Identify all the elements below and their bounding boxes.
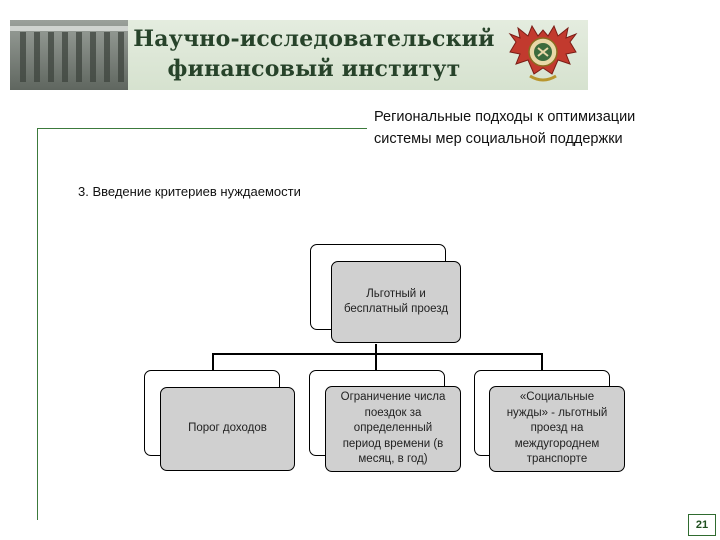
child-node-line: «Социальные [519, 391, 595, 404]
child-node-line: междугороднем [514, 437, 600, 450]
root-node-line: бесплатный проезд [343, 303, 449, 315]
connector-horizontal [212, 353, 543, 355]
slide-title-line1: Региональные подходы к оптимизации [374, 109, 636, 125]
institute-name [130, 24, 498, 84]
child-node-line: нужды» - льготный [506, 406, 608, 419]
institute-name-line1: Научно-исследовательский [133, 26, 495, 52]
child-node-line: период времени (в [342, 437, 444, 450]
page-number: 21 [688, 514, 716, 536]
slide-title-line2: системы мер социальной поддержки [374, 131, 623, 147]
root-node-line: Льготный и [366, 287, 426, 300]
child-node-line: определенный [353, 422, 433, 435]
child-node-line: поездок за [364, 406, 422, 419]
connector-right-drop [541, 353, 543, 370]
child-node-line: транспорте [526, 453, 588, 466]
connector-mid-drop [375, 353, 377, 370]
root-node [331, 261, 461, 343]
child-node-income-threshold [160, 387, 295, 471]
child-node-trip-limit [325, 386, 461, 472]
frame-vertical-line [37, 128, 38, 520]
section-heading: 3. Введение критериев нуждаемости [78, 184, 301, 199]
child-node-line: Порог доходов [188, 422, 267, 435]
child-node-line: Ограничение числа [340, 391, 446, 404]
slide-title [374, 106, 704, 150]
child-node-social-needs [489, 386, 625, 472]
emblem-icon [508, 24, 578, 86]
connector-left-drop [212, 353, 214, 370]
frame-horizontal-line [37, 128, 367, 129]
building-image [10, 20, 128, 90]
child-node-line: проезд на [530, 422, 584, 435]
institute-name-line2: финансовый институт [167, 56, 461, 82]
header-banner [10, 20, 588, 90]
child-node-line: месяц, в год) [358, 453, 428, 466]
